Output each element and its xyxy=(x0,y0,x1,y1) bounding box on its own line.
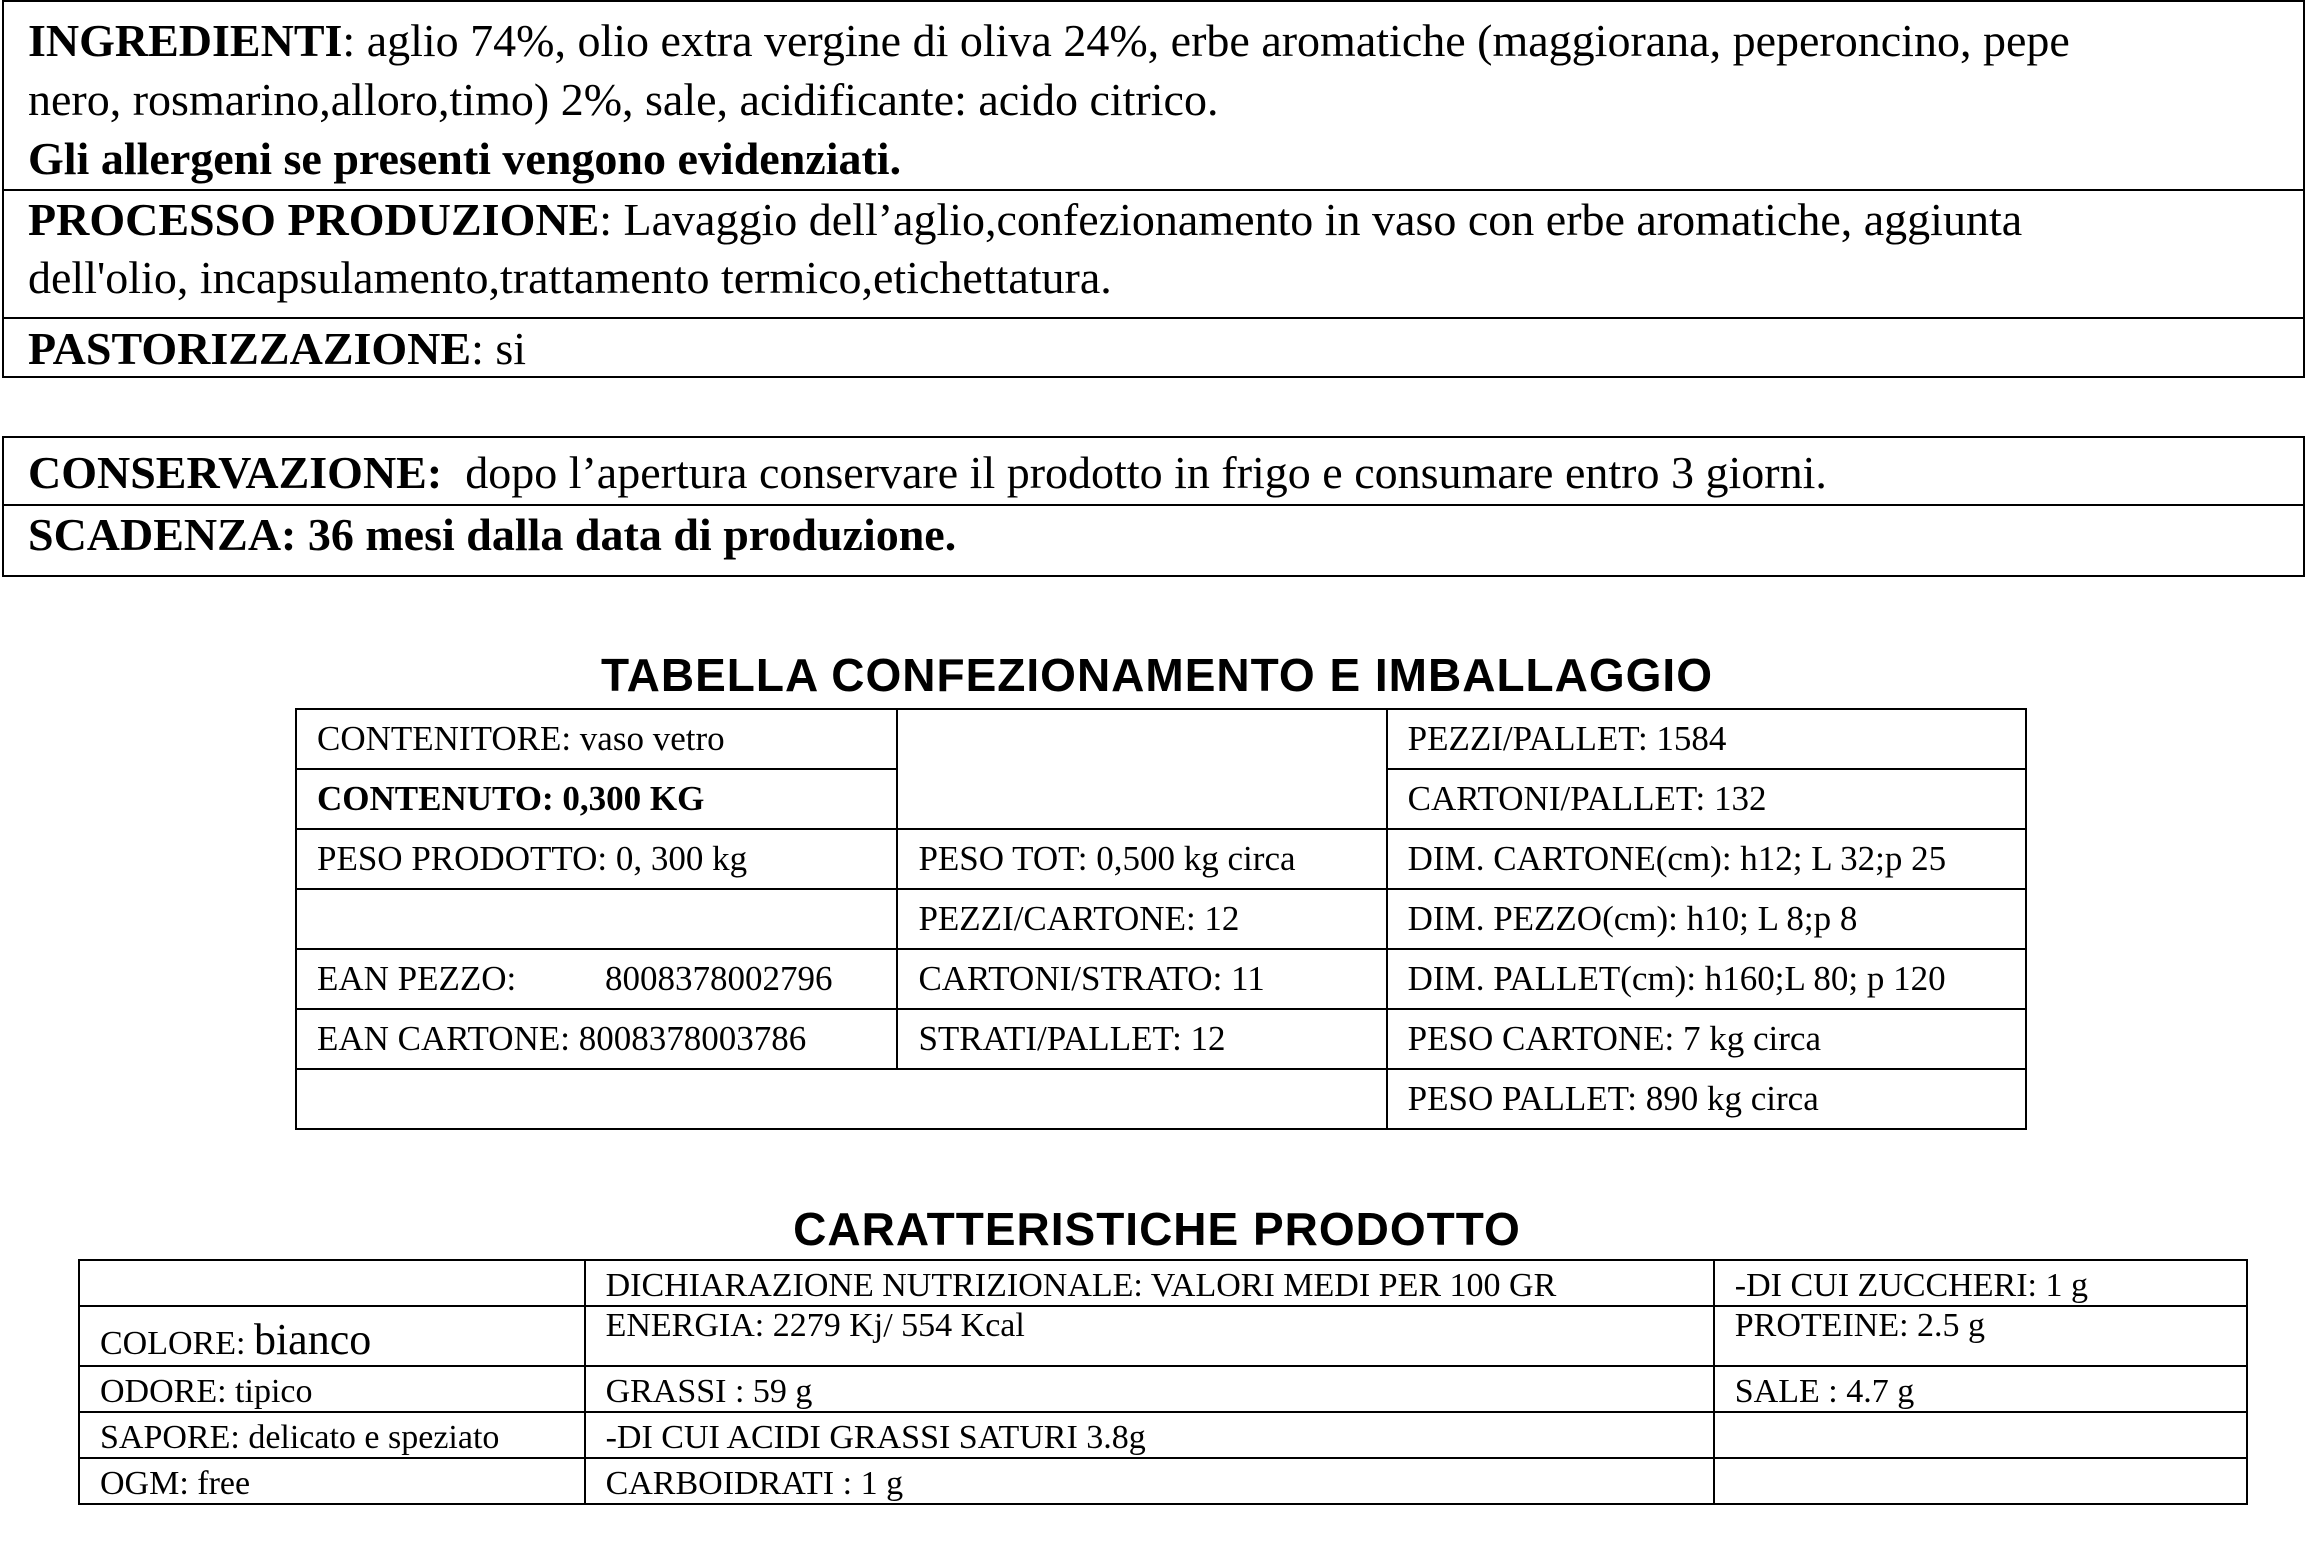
pastorizzazione-label: PASTORIZZAZIONE xyxy=(28,323,472,374)
empty-cell xyxy=(1714,1458,2247,1504)
ean-pezzo-value: 8008378002796 xyxy=(605,959,833,998)
zuccheri-cell: -DI CUI ZUCCHERI: 1 g xyxy=(1714,1260,2247,1306)
odore-cell: ODORE: tipico xyxy=(79,1366,585,1412)
proteine-cell: PROTEINE: 2.5 g xyxy=(1714,1306,2247,1366)
cartoni-pallet-cell: CARTONI/PALLET: 132 xyxy=(1387,769,2026,829)
pezzi-pallet-cell: PEZZI/PALLET: 1584 xyxy=(1387,709,2026,769)
empty-cell xyxy=(1714,1412,2247,1458)
dim-pezzo-cell: DIM. PEZZO(cm): h10; L 8;p 8 xyxy=(1387,889,2026,949)
divider xyxy=(4,317,2303,319)
carboidrati-cell: CARBOIDRATI : 1 g xyxy=(585,1458,1714,1504)
allergeni-note: Gli allergeni se presenti vengono evidenziati. xyxy=(28,133,902,184)
ean-pezzo-cell xyxy=(296,949,897,1009)
ean-cartone-cell: EAN CARTONE: 8008378003786 xyxy=(296,1009,897,1069)
peso-cartone-cell: PESO CARTONE: 7 kg circa xyxy=(1387,1009,2026,1069)
ean-pezzo-label: EAN PEZZO: xyxy=(317,959,517,998)
caratteristiche-title: CARATTERISTICHE PRODOTTO xyxy=(793,1203,1521,1255)
cartoni-strato-cell: CARTONI/STRATO: 11 xyxy=(897,949,1386,1009)
dim-pallet-cell: DIM. PALLET(cm): h160;L 80; p 120 xyxy=(1387,949,2026,1009)
conservazione-line xyxy=(4,444,2303,502)
pastorizzazione-line xyxy=(4,320,2303,378)
storage-box xyxy=(2,436,2305,577)
conservazione-value: dopo l’apertura conservare il prodotto in frigo e consumare entro 3 giorni. xyxy=(465,447,1827,498)
dim-cartone-cell: DIM. CARTONE(cm): h12; L 32;p 25 xyxy=(1387,829,2026,889)
colore-label: COLORE: xyxy=(100,1325,254,1362)
imballaggio-title: TABELLA CONFEZIONAMENTO E IMBALLAGGIO xyxy=(601,649,1713,701)
peso-pallet-cell: PESO PALLET: 890 kg circa xyxy=(1387,1069,2026,1129)
peso-prodotto-cell: PESO PRODOTTO: 0, 300 kg xyxy=(296,829,897,889)
sale-cell: SALE : 4.7 g xyxy=(1714,1366,2247,1412)
processo-line-2: dell'olio, incapsulamento,trattamento termico,etichettatura. xyxy=(28,252,1112,303)
contenuto-cell: CONTENUTO: 0,300 KG xyxy=(296,769,897,829)
energia-cell: ENERGIA: 2279 Kj/ 554 Kcal xyxy=(585,1306,1714,1366)
empty-cell xyxy=(897,709,1386,829)
saturi-cell: -DI CUI ACIDI GRASSI SATURI 3.8g xyxy=(585,1412,1714,1458)
colore-value: bianco xyxy=(253,1315,372,1364)
pastorizzazione-value: : si xyxy=(471,323,527,374)
ingredienti-line-2: nero, rosmarino,alloro,timo) 2%, sale, acidificante: acido citrico. xyxy=(28,74,1219,125)
processo-line-1 xyxy=(4,191,2303,249)
imballaggio-table xyxy=(295,708,2027,1130)
strati-pallet-cell: STRATI/PALLET: 12 xyxy=(897,1009,1386,1069)
contenitore-cell: CONTENITORE: vaso vetro xyxy=(296,709,897,769)
caratteristiche-table xyxy=(78,1259,2248,1505)
grassi-cell: GRASSI : 59 g xyxy=(585,1366,1714,1412)
ingredienti-text: : aglio 74%, olio extra vergine di oliva 24%, erbe aromatiche (maggiorana, peperoncino, pepe xyxy=(342,15,2070,66)
conservazione-label: CONSERVAZIONE: xyxy=(28,447,443,498)
empty-cell xyxy=(296,889,897,949)
processo-text: : Lavaggio dell’aglio,confezionamento in vaso con erbe aromatiche, aggiunta xyxy=(599,194,2023,245)
processo-label: PROCESSO PRODUZIONE xyxy=(28,194,600,245)
ingredienti-line-1 xyxy=(4,12,2303,70)
scadenza-line: SCADENZA: 36 mesi dalla data di produzione. xyxy=(28,509,957,560)
pezzi-cartone-cell: PEZZI/CARTONE: 12 xyxy=(897,889,1386,949)
colore-cell xyxy=(79,1306,585,1366)
product-info-box xyxy=(2,0,2305,378)
dichiarazione-cell: DICHIARAZIONE NUTRIZIONALE: VALORI MEDI PER 100 GR xyxy=(585,1260,1714,1306)
empty-cell xyxy=(79,1260,585,1306)
sapore-cell: SAPORE: delicato e speziato xyxy=(79,1412,585,1458)
empty-cell xyxy=(296,1069,1387,1129)
ingredienti-label: INGREDIENTI xyxy=(28,15,343,66)
ogm-cell: OGM: free xyxy=(79,1458,585,1504)
peso-tot-cell: PESO TOT: 0,500 kg circa xyxy=(897,829,1386,889)
